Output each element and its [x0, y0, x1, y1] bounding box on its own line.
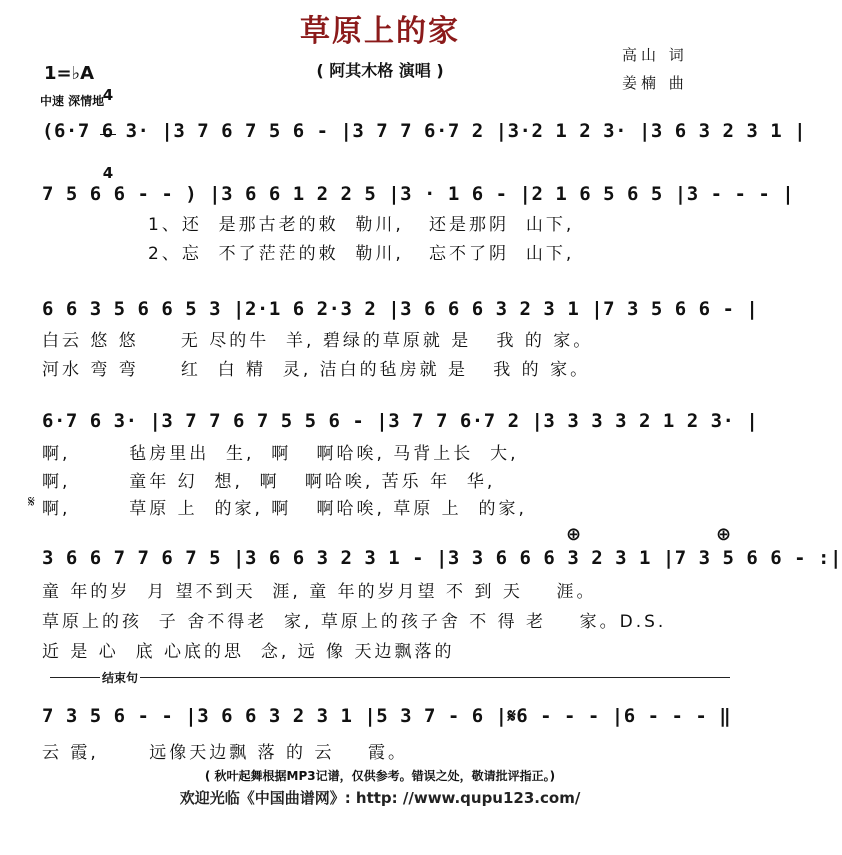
transcription-note: ( 秋叶起舞根据MP3记谱，仅供参考。错误之处，敬请批评指正。): [204, 769, 556, 783]
score-row-3: 6 6 3 5 6 6 5 3 |2·1 6 2·3 2 |3 6 6 6 3 2 3 1 |7 3 5 6 6 - |: [42, 298, 759, 320]
lyrics-row-3-verse-1: 白云 悠 悠 无 尽的牛 羊, 碧绿的草原就 是 我 的 家。: [42, 331, 594, 351]
score-row-1: (6·7 6 3· |3 7 6 7 5 6 - |3 7 7 6·7 2 |3·2 1 2 3· |3 6 3 2 3 1 |: [42, 120, 807, 142]
lyrics-row-6-verse-1: 云 霞, 远像天边飘 落 的 云 霞。: [42, 743, 409, 763]
score-row-5: 3 6 6 7 7 6 7 5 |3 6 6 3 2 3 1 - |3 3 6 6 6 3 2 3 1 |7 3 5 6 6 - :|: [42, 547, 842, 569]
ending-label: 结束句: [102, 671, 139, 685]
singer-credit: ( 阿其木格 演唱 ): [316, 61, 444, 80]
coda-sign-2: ⊕: [716, 524, 732, 545]
time-signature-top: 4: [102, 86, 114, 104]
score-row-6: 7 3 5 6 - - |3 6 6 3 2 3 1 |5 3 7 - 6 |𝄋6 - - - |6 - - - ‖: [42, 705, 732, 727]
ending-divider: [50, 677, 730, 678]
coda-sign-1: ⊕: [566, 524, 582, 545]
site-welcome: 欢迎光临《中国曲谱网》: http: //www.qupu123.com/: [179, 789, 581, 807]
lyrics-row-4-verse-3: 啊, 草原 上 的家, 啊 啊哈唉, 草原 上 的家,: [42, 499, 527, 519]
tempo-marking: 中速 深情地: [40, 94, 105, 108]
lyrics-row-5-verse-1: 童 年的岁 月 望不到天 涯, 童 年的岁月望 不 到 天 涯。: [42, 582, 597, 602]
lyrics-row-2-verse-2: 2、忘 不了茫茫的敕 勒川, 忘不了阴 山下,: [148, 244, 575, 264]
lyrics-row-5-verse-2: 草原上的孩 子 舍不得老 家, 草原上的孩子舍 不 得 老 家。D.S.: [42, 612, 667, 632]
time-signature-bottom: 4: [102, 164, 114, 182]
page-title: 草原上的家: [300, 14, 460, 49]
lyrics-row-4-verse-2: 啊, 童年 幻 想, 啊 啊哈唉, 苦乐 年 华,: [42, 472, 496, 492]
lyrics-row-2-verse-1: 1、还 是那古老的敕 勒川, 还是那阴 山下,: [148, 215, 575, 235]
segno-mark: 𝄋: [28, 492, 35, 511]
key-signature: 1=♭A: [44, 63, 95, 84]
score-row-4: 6·7 6 3· |3 7 7 6 7 5 5 6 - |3 7 7 6·7 2 |3 3 3 3 2 1 2 3· |: [42, 410, 759, 432]
lyrics-row-5-verse-3: 近 是 心 底 心底的思 念, 远 像 天边飘落的: [42, 642, 455, 662]
score-row-2: 7 5 6 6 - - ) |3 6 6 1 2 2 5 |3 · 1 6 - |2 1 6 5 6 5 |3 - - - |: [42, 183, 795, 205]
lyricist-credit: 高山 词: [622, 46, 688, 64]
lyrics-row-4-verse-1: 啊, 毡房里出 生, 啊 啊哈唉, 马背上长 大,: [42, 444, 519, 464]
composer-credit: 姜楠 曲: [622, 74, 688, 92]
lyrics-row-3-verse-2: 河水 弯 弯 红 白 精 灵, 洁白的毡房就 是 我 的 家。: [42, 360, 591, 380]
